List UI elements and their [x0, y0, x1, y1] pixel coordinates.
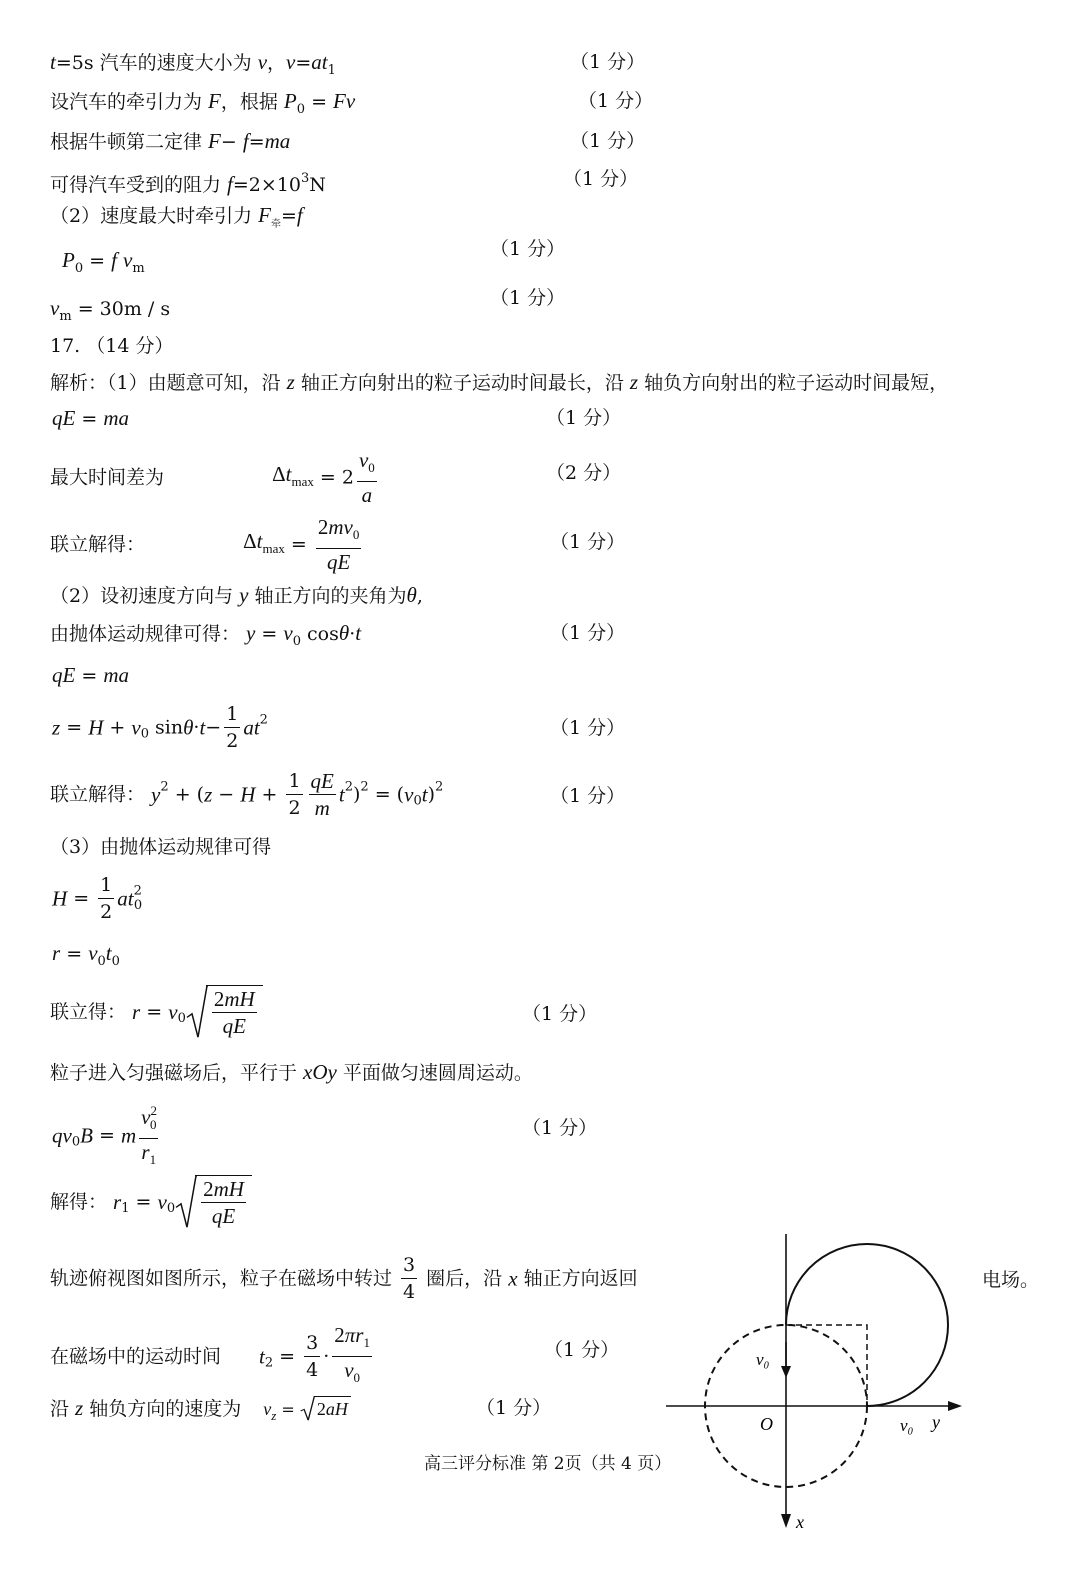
score-6: （1 分）: [490, 238, 566, 260]
line-25: 轨迹俯视图如图所示，粒子在磁场中转过 $\frac{3}{4}$ 圈后，沿 x 轴正方向返回: [50, 1254, 638, 1303]
line-21: 联立得： $r = v_0$ $\frac{2mH}{qE}$: [50, 985, 263, 1045]
line-25-end: 电场。: [982, 1269, 1040, 1291]
y-axis-label: y: [932, 1412, 940, 1432]
x-axis-label: x: [796, 1512, 804, 1532]
line-18: （3）由抛体运动规律可得: [50, 836, 272, 858]
trajectory-diagram: [650, 1230, 980, 1540]
line-17: 联立解得： $y^2 + (z - H$ + $\frac{1}{2}$ $\frac{qE}{m}$ $t^2)^2 = (v_0t)^2$: [50, 769, 444, 820]
score-27: （1 分）: [476, 1397, 552, 1419]
v0-label-right: v₀: [900, 1416, 914, 1435]
x-axis-arrow: [781, 1514, 791, 1528]
line-4: 可得汽车受到的阻力 $f=2\times 10^3N$: [50, 171, 326, 196]
line-3: 根据牛顿第二定律 F− f=ma: [50, 129, 291, 153]
score-12: （1 分）: [550, 531, 626, 553]
dashed-guide-lines: [786, 1325, 867, 1406]
score-3: （1 分）: [570, 130, 646, 152]
score-10: （1 分）: [546, 407, 622, 429]
line-27: 沿 z 轴负方向的速度为 $v_z$ = 2aH: [50, 1396, 351, 1428]
line-19: H = $\frac{1}{2}$ $at^2_0$: [52, 874, 143, 923]
score-16: （1 分）: [550, 717, 626, 739]
line-20: $r = v_0t_0$: [52, 941, 120, 969]
line-5: （2）速度最大时牵引力 $F_牵=f$: [50, 203, 303, 230]
score-7: （1 分）: [490, 287, 566, 309]
line-1: t=5s 汽车的速度大小为 v，$v=at_1$: [50, 50, 336, 78]
page-footer: 高三评分标准 第 2页（共 4 页）: [424, 1454, 672, 1474]
line-22: 粒子进入匀强磁场后，平行于 xOy 平面做匀速圆周运动。: [50, 1060, 533, 1084]
line-12: 联立解得： $\Delta t_{max}$ = $\frac{2mv_0}{qE}$: [50, 515, 360, 574]
v0-label-up: v₀: [756, 1350, 770, 1369]
score-14: （1 分）: [550, 622, 626, 644]
line-9: 解析：（1）由题意可知，沿 z 轴正方向射出的粒子运动时间最长，沿 z 轴负方向射出的粒子运动时间最短，: [50, 370, 949, 394]
score-21: （1 分）: [522, 1003, 598, 1025]
line-11: 最大时间差为 $\Delta t_{max} = 2$ $\frac{v_0}{a}$: [50, 448, 375, 507]
score-11: （2 分）: [546, 462, 622, 484]
line-7: $v_m = 30m / s$: [50, 296, 171, 324]
line-26: 在磁场中的运动时间 $t_2$ = $\frac{3}{4}$ · $\frac{2\pi r_1}{v_0}$: [50, 1323, 370, 1385]
line-13: （2）设初速度方向与 y 轴正方向的夹角为θ,: [50, 583, 423, 607]
score-23: （1 分）: [522, 1117, 598, 1139]
score-4: （1 分）: [563, 168, 639, 190]
score-26: （1 分）: [544, 1339, 620, 1361]
line-14: 由抛体运动规律可得： $y = v_0$ cosθ·t: [50, 621, 362, 649]
problem-17-heading: 17. （14 分）: [50, 335, 174, 357]
origin-label: O: [760, 1414, 773, 1434]
score-17: （1 分）: [550, 785, 626, 807]
line-24: 解得： $r_1 = v_0$ $\frac{2mH}{qE}$: [50, 1175, 252, 1235]
line-15: qE = ma: [52, 663, 129, 687]
score-2: （1 分）: [578, 90, 654, 112]
score-1: （1 分）: [570, 51, 646, 73]
line-6: $P_0 = f$ $v_m$: [62, 248, 145, 276]
line-23: $qv_0B = m$ $\frac{v^2_0}{r_1}$: [52, 1098, 161, 1158]
y-axis-arrow: [948, 1401, 962, 1411]
line-10: qE = ma: [52, 406, 129, 430]
line-16: $z = H + v_0$ sinθ·t− $\frac{1}{2}$ $at^2$: [52, 703, 268, 752]
line-2: 设汽车的牵引力为 F，根据 $P_0 = Fv$: [50, 89, 356, 117]
